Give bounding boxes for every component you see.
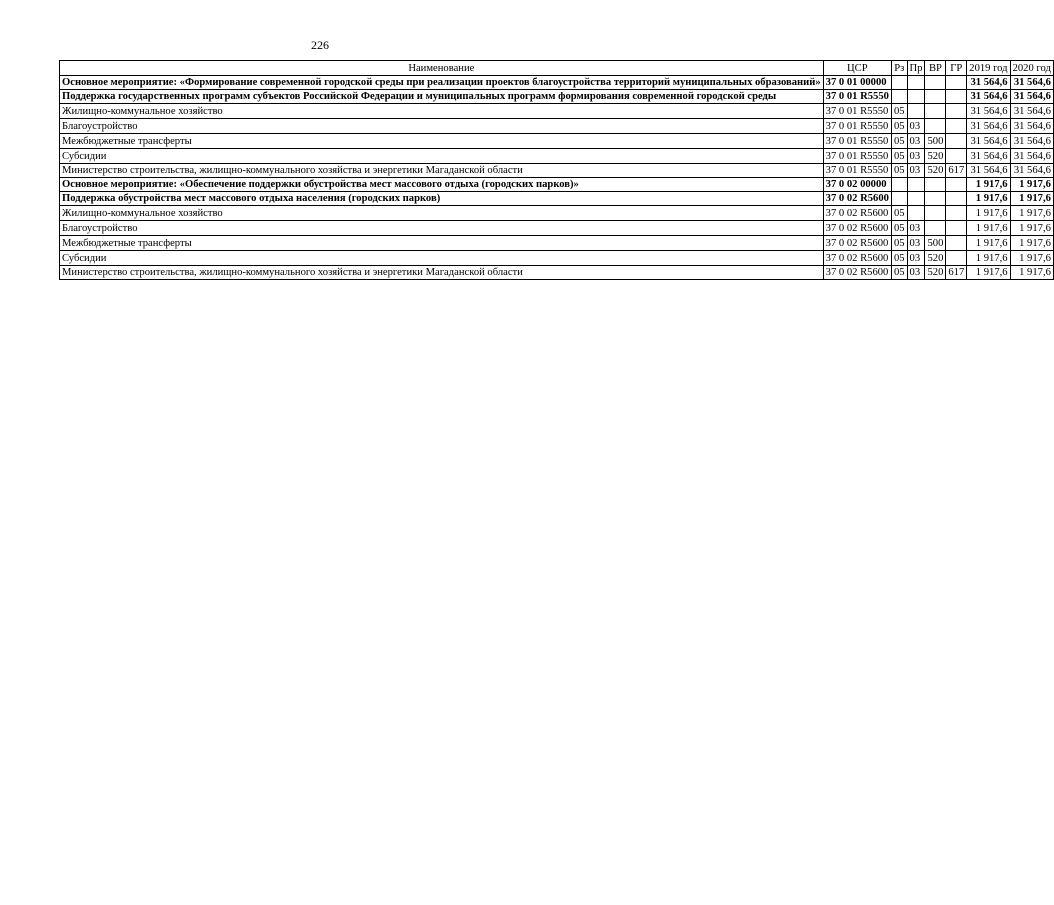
table-row xyxy=(60,164,1054,178)
row-csr: 37 0 02 R5600 xyxy=(823,251,891,266)
row-rz xyxy=(891,90,907,104)
row-2020: 1 917,6 xyxy=(1010,221,1053,236)
row-rz: 05 xyxy=(891,221,907,236)
table-row xyxy=(60,192,1054,206)
row-gr xyxy=(946,76,967,90)
row-name: Межбюджетные трансферты xyxy=(60,134,824,149)
table-row xyxy=(60,206,1054,221)
row-2019: 31 564,6 xyxy=(967,134,1010,149)
row-2019: 31 564,6 xyxy=(967,149,1010,164)
budget-table xyxy=(59,60,1054,280)
page-number: 226 xyxy=(311,38,329,52)
row-rz: 05 xyxy=(891,206,907,221)
row-2019: 1 917,6 xyxy=(967,266,1010,280)
row-gr xyxy=(946,236,967,251)
row-2020: 31 564,6 xyxy=(1010,134,1053,149)
header-rz: Рз xyxy=(891,61,907,76)
row-pr xyxy=(907,192,925,206)
row-csr: 37 0 02 R5600 xyxy=(823,266,891,280)
row-name: Основное мероприятие: «Обеспечение поддержки обустройства мест массового отдыха (городских парков)» xyxy=(60,178,824,192)
header-2020: 2020 год xyxy=(1010,61,1053,76)
table-row xyxy=(60,251,1054,266)
table-row xyxy=(60,266,1054,280)
row-gr xyxy=(946,178,967,192)
row-pr xyxy=(907,206,925,221)
row-vr xyxy=(925,76,946,90)
row-name: Жилищно-коммунальное хозяйство xyxy=(60,206,824,221)
table-row xyxy=(60,90,1054,104)
row-2019: 31 564,6 xyxy=(967,164,1010,178)
row-csr: 37 0 01 00000 xyxy=(823,76,891,90)
row-2020: 31 564,6 xyxy=(1010,104,1053,119)
row-pr xyxy=(907,90,925,104)
row-gr xyxy=(946,90,967,104)
row-2020: 31 564,6 xyxy=(1010,149,1053,164)
row-name: Межбюджетные трансферты xyxy=(60,236,824,251)
header-row xyxy=(60,61,1054,76)
row-gr xyxy=(946,134,967,149)
row-vr xyxy=(925,119,946,134)
row-vr xyxy=(925,104,946,119)
row-csr: 37 0 02 R5600 xyxy=(823,236,891,251)
row-vr: 500 xyxy=(925,236,946,251)
row-csr: 37 0 01 R5550 xyxy=(823,164,891,178)
row-2019: 1 917,6 xyxy=(967,221,1010,236)
table-row xyxy=(60,134,1054,149)
row-2019: 1 917,6 xyxy=(967,251,1010,266)
row-name: Субсидии xyxy=(60,251,824,266)
row-pr: 03 xyxy=(907,251,925,266)
row-gr xyxy=(946,251,967,266)
row-gr xyxy=(946,119,967,134)
row-2020: 31 564,6 xyxy=(1010,76,1053,90)
row-name: Министерство строительства, жилищно-коммунального хозяйства и энергетики Магаданской области xyxy=(60,164,824,178)
row-name: Субсидии xyxy=(60,149,824,164)
row-rz xyxy=(891,76,907,90)
row-name: Основное мероприятие: «Формирование современной городской среды при реализации проектов благоустройства территорий муниципальных образований» xyxy=(60,76,824,90)
table-row xyxy=(60,149,1054,164)
row-2020: 1 917,6 xyxy=(1010,192,1053,206)
row-pr xyxy=(907,178,925,192)
row-rz: 05 xyxy=(891,266,907,280)
row-vr: 500 xyxy=(925,134,946,149)
table-row xyxy=(60,178,1054,192)
row-pr: 03 xyxy=(907,236,925,251)
row-rz: 05 xyxy=(891,251,907,266)
row-gr: 617 xyxy=(946,266,967,280)
row-vr xyxy=(925,90,946,104)
row-rz: 05 xyxy=(891,134,907,149)
row-2019: 1 917,6 xyxy=(967,236,1010,251)
row-rz: 05 xyxy=(891,149,907,164)
row-pr: 03 xyxy=(907,266,925,280)
table-row xyxy=(60,104,1054,119)
row-name: Жилищно-коммунальное хозяйство xyxy=(60,104,824,119)
row-vr: 520 xyxy=(925,266,946,280)
header-name: Наименование xyxy=(60,61,824,76)
row-vr: 520 xyxy=(925,149,946,164)
row-csr: 37 0 02 R5600 xyxy=(823,221,891,236)
row-pr: 03 xyxy=(907,119,925,134)
header-vr: ВР xyxy=(925,61,946,76)
row-rz: 05 xyxy=(891,119,907,134)
row-pr xyxy=(907,104,925,119)
row-vr xyxy=(925,192,946,206)
row-2019: 1 917,6 xyxy=(967,178,1010,192)
header-gr: ГР xyxy=(946,61,967,76)
row-csr: 37 0 02 00000 xyxy=(823,178,891,192)
row-2019: 31 564,6 xyxy=(967,90,1010,104)
row-2020: 1 917,6 xyxy=(1010,236,1053,251)
row-gr xyxy=(946,192,967,206)
row-name: Благоустройство xyxy=(60,119,824,134)
row-2019: 31 564,6 xyxy=(967,76,1010,90)
row-rz: 05 xyxy=(891,236,907,251)
row-2019: 1 917,6 xyxy=(967,192,1010,206)
row-csr: 37 0 02 R5600 xyxy=(823,192,891,206)
row-csr: 37 0 01 R5550 xyxy=(823,119,891,134)
row-rz xyxy=(891,178,907,192)
row-pr: 03 xyxy=(907,134,925,149)
row-pr: 03 xyxy=(907,164,925,178)
row-2019: 31 564,6 xyxy=(967,119,1010,134)
row-pr xyxy=(907,76,925,90)
row-vr xyxy=(925,178,946,192)
row-gr: 617 xyxy=(946,164,967,178)
row-gr xyxy=(946,104,967,119)
row-vr: 520 xyxy=(925,251,946,266)
row-2020: 31 564,6 xyxy=(1010,119,1053,134)
row-csr: 37 0 01 R5550 xyxy=(823,104,891,119)
row-csr: 37 0 01 R5550 xyxy=(823,90,891,104)
row-2020: 1 917,6 xyxy=(1010,206,1053,221)
row-gr xyxy=(946,149,967,164)
row-vr xyxy=(925,221,946,236)
row-vr: 520 xyxy=(925,164,946,178)
row-2019: 1 917,6 xyxy=(967,206,1010,221)
table-row xyxy=(60,236,1054,251)
row-gr xyxy=(946,221,967,236)
row-pr: 03 xyxy=(907,149,925,164)
row-2020: 1 917,6 xyxy=(1010,178,1053,192)
header-pr: Пр xyxy=(907,61,925,76)
row-rz: 05 xyxy=(891,104,907,119)
row-vr xyxy=(925,206,946,221)
row-csr: 37 0 02 R5600 xyxy=(823,206,891,221)
row-2020: 1 917,6 xyxy=(1010,266,1053,280)
row-name: Благоустройство xyxy=(60,221,824,236)
header-2019: 2019 год xyxy=(967,61,1010,76)
row-2020: 31 564,6 xyxy=(1010,164,1053,178)
row-name: Министерство строительства, жилищно-коммунального хозяйства и энергетики Магаданской области xyxy=(60,266,824,280)
row-pr: 03 xyxy=(907,221,925,236)
table-row xyxy=(60,119,1054,134)
table-row xyxy=(60,76,1054,90)
row-rz: 05 xyxy=(891,164,907,178)
header-csr: ЦСР xyxy=(823,61,891,76)
row-rz xyxy=(891,192,907,206)
table-row xyxy=(60,221,1054,236)
row-name: Поддержка государственных программ субъектов Российской Федерации и муниципальных программ формирования современной городской среды xyxy=(60,90,824,104)
row-2019: 31 564,6 xyxy=(967,104,1010,119)
row-gr xyxy=(946,206,967,221)
row-csr: 37 0 01 R5550 xyxy=(823,149,891,164)
row-2020: 31 564,6 xyxy=(1010,90,1053,104)
row-csr: 37 0 01 R5550 xyxy=(823,134,891,149)
row-name: Поддержка обустройства мест массового отдыха населения (городских парков) xyxy=(60,192,824,206)
row-2020: 1 917,6 xyxy=(1010,251,1053,266)
